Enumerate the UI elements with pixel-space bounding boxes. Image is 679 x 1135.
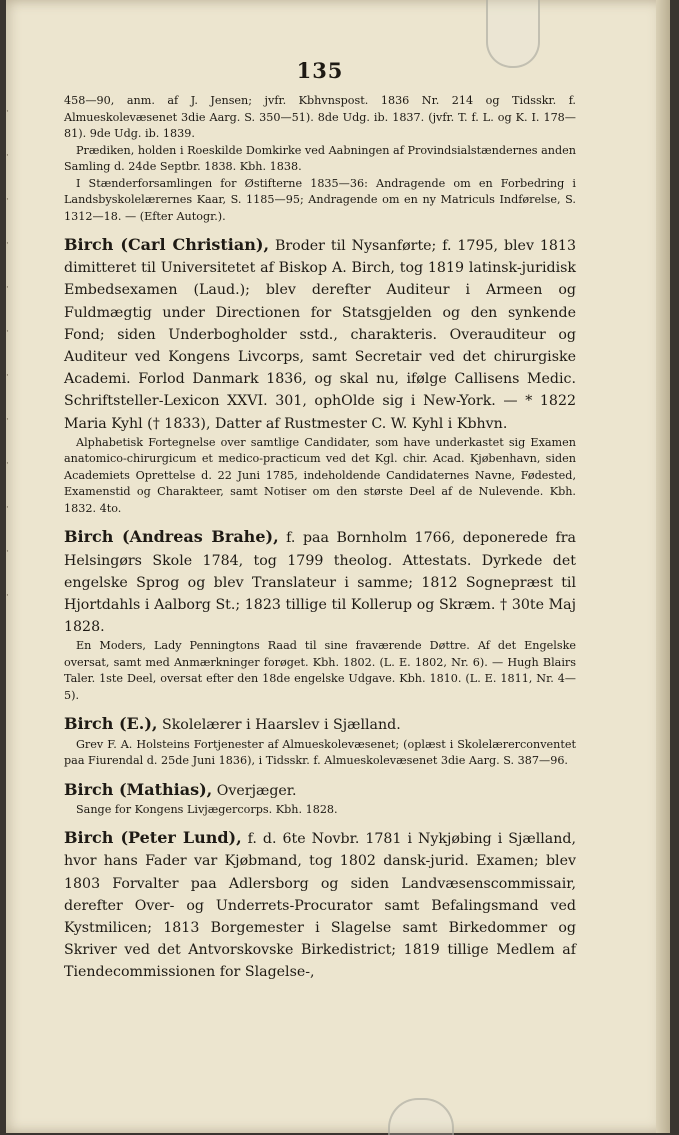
page-number: 135 (296, 58, 344, 83)
page-content (64, 58, 576, 984)
continuation-paragraph: Prædiken, holden i Roeskilde Domkirke ved Aabningen af Provindsialstændernes anden Samling d. 24de Septbr. 1838. Kbh. 1838. (64, 143, 576, 173)
entry-birch-e (64, 713, 576, 736)
entry-work: Sange for Kongens Livjægercorps. Kbh. 1828. (76, 802, 338, 816)
entry-name: Birch (Peter Lund), (64, 828, 242, 848)
entry-birch-peter-lund (64, 827, 576, 983)
entry-name: Birch (Mathias), (64, 779, 213, 799)
entry-text: f. paa Bornholm 1766, deponerede fra Helsingørs Skole 1784, tog 1799 theolog. Attestats. Dyrkede det engelske Sprog og blev Translateur i samme; 1812 Sognepræst til Hjortdahls i Aalborg St.; 1823 tillige til Kollerup og Skræm. † 30te Maj 1828. (64, 530, 576, 636)
entry-birch-andreas-brahe (64, 526, 576, 638)
entry-work: Alphabetisk Fortegnelse over samtlige Candidater, som have underkastet sig Examen anatomico-chirurgicum et medico-practicum ved det Kgl. chir. Acad. Kjøbenhavn, siden Academiets Oprettelse d. 22 Juni 1785, indeholdende Candidaternes Navne, Fødested, Examenstid og Charakteer, samt Notiser om den største Deel af de Nulevende. Kbh. 1832. 4to. (64, 435, 576, 515)
entry-text: Skolelærer i Haarslev i Sjælland. (161, 717, 401, 734)
entry-name: Birch (Carl Christian), (64, 235, 270, 254)
entry-text: Overjæger. (216, 782, 297, 799)
entry-text: Broder til Nysanførte; f. 1795, blev 1813 dimitteret til Universitetet af Biskop A. Birch, tog 1819 latinsk-juridisk Embedsexamen (Laud.); blev derefter Auditeur i Armeen og Fuldmægtig under Directionen for Statsgjelden og den synkende Fond; siden Underbogholder sstd., charakteris. Overauditeur og Auditeur ved Kongens Livcorps, samt Secretair ved det chirurgiske Academi. Forlod Danmark 1836, og skal nu, ifølge Callisens Medic. Schriftsteller-Lexicon XXVI. 301, ophOlde sig i New-York. — * 1822 Maria Kyhl († 1833), Datter af Rustmester C. W. Kyhl i Kbhvn. (64, 238, 576, 432)
scanner-clip-bottom (388, 1098, 454, 1135)
continuation-paragraph: 458—90, anm. af J. Jensen; jvfr. Kbhvnspost. 1836 Nr. 214 og Tidsskr. f. Almueskolevæsenet 3die Aarg. S. 350—51). 8de Udg. ib. 1837. (jvfr. T. f. L. og K. I. 178—81). 9de Udg. ib. 1839. (64, 94, 576, 140)
entry-birch-mathias (64, 779, 576, 802)
page-edge (656, 0, 670, 1133)
entry-name: Birch (E.), (64, 714, 158, 734)
entry-work: Grev F. A. Holsteins Fortjenester af Almueskolevæsenet; (oplæst i Skolelærerconventet paa Fiurendal d. 25de Juni 1836), i Tidsskr. f. Almueskolevæsenet 3die Aarg. S. 387—96. (64, 737, 576, 768)
left-margin-marks: · · · · · · · · · · · · (6, 107, 9, 601)
entry-birch-carl-christian (64, 234, 576, 435)
book-page (6, 0, 670, 1133)
entry-work: En Moders, Lady Penningtons Raad til sine fraværende Døttre. Af det Engelske oversat, samt med Anmærkninger forøget. Kbh. 1802. (L. E. 1802, Nr. 6). — Hugh Blairs Taler. 1ste Deel, oversat efter den 18de engelske Udgave. Kbh. 1810. (L. E. 1811, Nr. 4—5). (64, 639, 576, 702)
entry-name: Birch (Andreas Brahe), (64, 527, 279, 547)
continuation-paragraph: I Stænderforsamlingen for Østifterne 1835—36: Andragende om en Forbedring i Landsbyskolelærernes Kaar, S. 1185—95; Andragende om en ny Matriculs Indførelse, S. 1312—18. — (Efter Autogr.). (64, 176, 576, 223)
entry-text: f. d. 6te Novbr. 1781 i Nykjøbing i Sjælland, hvor hans Fader var Kjøbmand, tog 1802 dansk-jurid. Examen; blev 1803 Forvalter paa Adlersborg og siden Landvæsenscommissair, derefter Over- og Underrets-Procurator samt Befalingsmand ved Kystmilicen; 1813 Borgemester i Slagelse samt Birkedommer og Skriver ved det Antvorskovske Birkedistrict; 1819 tillige Medlem af Tiendecommissionen for Slagelse-, (64, 831, 576, 981)
